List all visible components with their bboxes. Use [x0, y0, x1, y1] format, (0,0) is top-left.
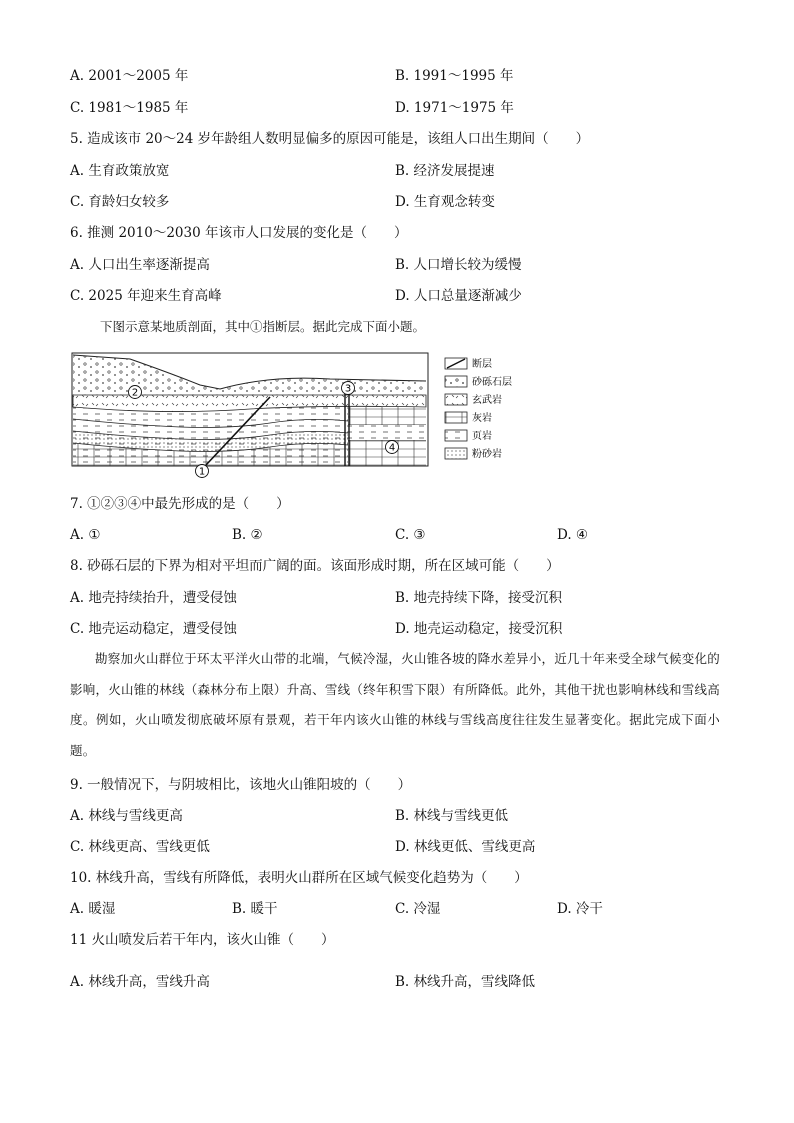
q8-option-d: D. 地壳运动稳定，接受沉积 [395, 621, 563, 637]
q4-option-d: D. 1971～1975 年 [395, 100, 514, 116]
svg-text:3: 3 [344, 383, 352, 395]
q6-stem: 6. 推测 2010～2030 年该市人口发展的变化是（ ） [70, 225, 408, 241]
q11-stem: 11 火山喷发后若干年内，该火山锥（ ） [70, 932, 335, 948]
q11-option-b: B. 林线升高，雪线降低 [395, 974, 536, 990]
q4-option-c: C. 1981～1985 年 [70, 100, 189, 116]
q6-option-a: A. 人口出生率逐渐提高 [70, 257, 210, 273]
q10-option-c: C. 冷湿 [395, 901, 441, 917]
marker-1 [196, 465, 209, 478]
q6-option-c: C. 2025 年迎来生育高峰 [70, 288, 222, 304]
geology-cross-section-diagram [70, 345, 520, 480]
q5-stem: 5. 造成该市 20～24 岁年龄组人数明显偏多的原因可能是，该组人口出生期间（ ） [70, 131, 590, 147]
q8-stem: 8. 砂砾石层的下界为相对平坦而广阔的面。该面形成时期，所在区域可能（ ） [70, 558, 560, 574]
marker-3 [342, 382, 355, 395]
legend-basalt: 玄武岩 [472, 395, 502, 406]
q8-option-c: C. 地壳运动稳定，遭受侵蚀 [70, 621, 237, 637]
q7-option-a: A. ① [70, 527, 101, 543]
q5-option-b: B. 经济发展提速 [395, 163, 495, 179]
q9-option-d: D. 林线更低、雪线更高 [395, 839, 536, 855]
marker-2 [129, 386, 142, 399]
svg-text:4: 4 [388, 442, 396, 454]
svg-text:1: 1 [198, 466, 206, 478]
legend [445, 357, 512, 460]
q6-option-b: B. 人口增长较为缓慢 [395, 257, 522, 273]
q10-option-a: A. 暖湿 [70, 901, 116, 917]
q10-option-b: B. 暖干 [232, 901, 278, 917]
q6-option-d: D. 人口总量逐渐减少 [395, 288, 522, 304]
q7-option-d: D. ④ [557, 527, 589, 543]
geology-intro: 下图示意某地质剖面，其中①指断层。据此完成下面小题。 [100, 319, 426, 334]
q10-stem: 10. 林线升高，雪线有所降低，表明火山群所在区域气候变化趋势为（ ） [70, 870, 528, 886]
legend-siltstone: 粉砂岩 [472, 449, 502, 460]
q9-option-c: C. 林线更高、雪线更低 [70, 839, 210, 855]
q5-option-d: D. 生育观念转变 [395, 194, 495, 210]
marker-4 [386, 441, 399, 454]
q8-option-b: B. 地壳持续下降，接受沉积 [395, 590, 563, 606]
q8-option-a: A. 地壳持续抬升，遭受侵蚀 [70, 590, 237, 606]
q9-stem: 9. 一般情况下，与阴坡相比，该地火山锥阳坡的（ ） [70, 777, 412, 793]
legend-limestone: 灰岩 [472, 413, 492, 424]
svg-text:2: 2 [131, 387, 139, 399]
q11-option-a: A. 林线升高，雪线升高 [70, 974, 210, 990]
legend-fault: 断层 [472, 359, 492, 370]
legend-gravel: 砂砾石层 [472, 377, 512, 388]
q9-option-b: B. 林线与雪线更低 [395, 808, 509, 824]
q5-option-c: C. 育龄妇女较多 [70, 194, 170, 210]
q7-option-c: C. ③ [395, 527, 426, 543]
q4-option-a: A. 2001～2005 年 [70, 68, 189, 84]
q4-option-b: B. 1991～1995 年 [395, 68, 514, 84]
legend-shale: 页岩 [472, 431, 492, 442]
q9-option-a: A. 林线与雪线更高 [70, 808, 183, 824]
q7-option-b: B. ② [232, 527, 263, 543]
volcano-passage: 勘察加火山群位于环太平洋火山带的北端，气候冷湿，火山锥各坡的降水差异小，近几十年来受全球气候变化的影响，火山锥的林线（森林分布上限）升高、雪线（终年积雪下限）有所降低。此外，其他干扰也影响林线和雪线高度。例如，火山喷发彻底破坏原有景观，若干年内该火山锥的林线与雪线高度往往发生显著变化。据此完成下面小题。 [70, 651, 720, 758]
q5-option-a: A. 生育政策放宽 [70, 163, 170, 179]
q10-option-d: D. 冷干 [557, 901, 603, 917]
q7-stem: 7. ①②③④中最先形成的是（ ） [70, 496, 290, 512]
